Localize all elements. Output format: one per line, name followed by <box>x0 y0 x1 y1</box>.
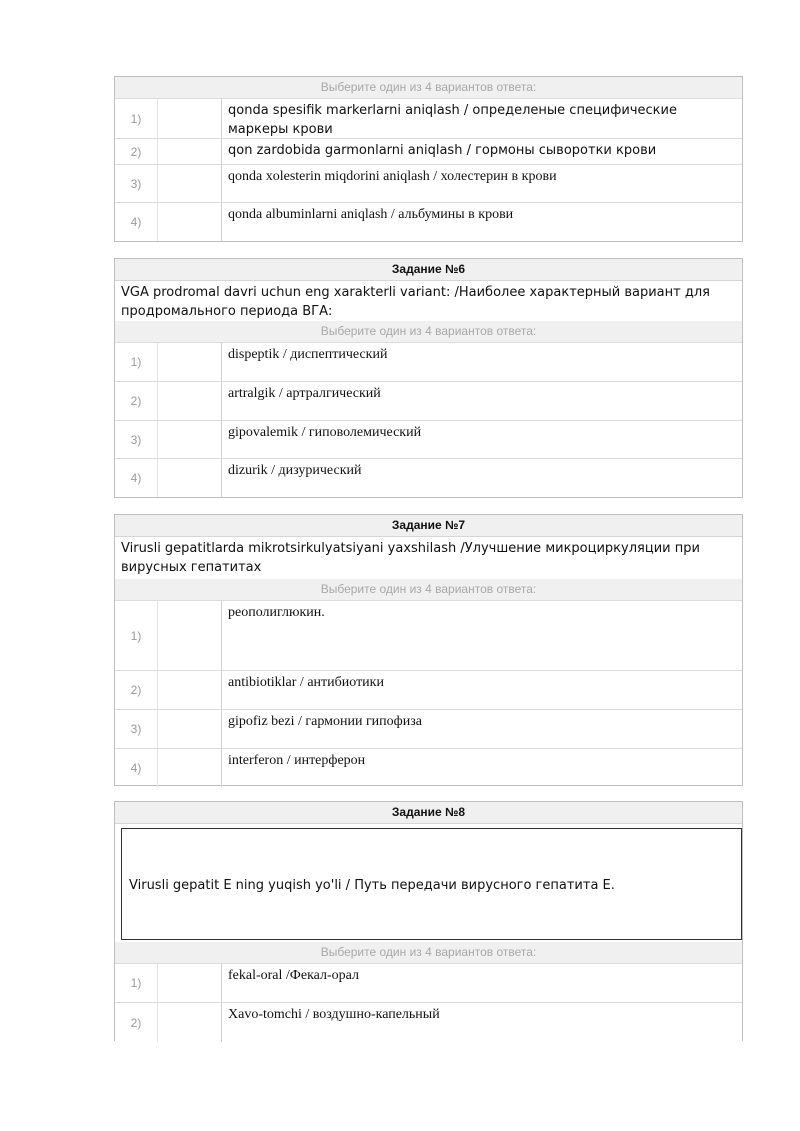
option-selector[interactable] <box>158 601 222 670</box>
answer-option-3[interactable] <box>115 709 742 748</box>
answer-option-2[interactable] <box>115 1002 742 1042</box>
option-selector[interactable] <box>158 671 222 709</box>
answer-option-4[interactable] <box>115 748 742 787</box>
option-selector[interactable] <box>158 459 222 497</box>
option-selector[interactable] <box>158 99 222 138</box>
option-selector[interactable] <box>158 165 222 202</box>
option-text: interferon / интерферон <box>228 753 366 768</box>
task-6-block <box>114 258 743 498</box>
task-7-block <box>114 514 743 786</box>
option-selector[interactable] <box>158 139 222 164</box>
option-selector[interactable] <box>158 964 222 1002</box>
option-number: 3) <box>115 710 158 748</box>
option-number: 3) <box>115 421 158 458</box>
answer-option-3[interactable] <box>115 420 742 458</box>
option-selector[interactable] <box>158 382 222 420</box>
option-number: 4) <box>115 203 158 241</box>
option-selector[interactable] <box>158 1003 222 1042</box>
answer-option-1[interactable] <box>115 342 742 381</box>
answer-option-2[interactable] <box>115 381 742 420</box>
option-text: gipofiz bezi / гармонии гипофиза <box>228 714 422 729</box>
task-title: Задание №6 <box>115 259 742 281</box>
answer-hint: Выберите один из 4 вариантов ответа: <box>115 579 742 600</box>
option-text: artralgik / артралгический <box>228 386 381 401</box>
option-number: 2) <box>115 1003 158 1042</box>
option-selector[interactable] <box>158 421 222 458</box>
answer-hint: Выберите один из 4 вариантов ответа: <box>115 942 742 963</box>
option-text: fekal-oral /Фекал-орал <box>228 968 359 983</box>
option-text: qonda spesifik markerlarni aniqlash / определеные специфические маркеры крови <box>228 103 677 137</box>
answer-hint: Выберите один из 4 вариантов ответа: <box>115 77 742 98</box>
task-8-block <box>114 801 743 1041</box>
option-number: 3) <box>115 165 158 202</box>
option-number: 1) <box>115 343 158 381</box>
option-text: реополиглюкин. <box>228 605 325 620</box>
task-title: Задание №8 <box>115 802 742 824</box>
answer-option-1[interactable] <box>115 98 742 138</box>
option-text: Xavo-tomchi / воздушно-капельный <box>228 1007 440 1022</box>
option-number: 4) <box>115 749 158 787</box>
answer-hint: Выберите один из 4 вариантов ответа: <box>115 321 742 342</box>
answer-option-1[interactable] <box>115 600 742 670</box>
answer-option-4[interactable] <box>115 202 742 241</box>
answer-option-2[interactable] <box>115 670 742 709</box>
question-text: Virusli gepatitlarda mikrotsirkulyatsiyani yaxshilash /Улучшение микроциркуляции при вирусных гепатитах <box>121 541 700 575</box>
option-number: 2) <box>115 139 158 164</box>
option-number: 1) <box>115 964 158 1002</box>
task-title: Задание №7 <box>115 515 742 537</box>
option-text: antibiotiklar / антибиотики <box>228 675 384 690</box>
option-selector[interactable] <box>158 343 222 381</box>
option-number: 2) <box>115 382 158 420</box>
question-box <box>121 828 742 940</box>
option-selector[interactable] <box>158 710 222 748</box>
question-text: VGA prodromal davri uchun eng xarakterli variant: /Наиболее характерный вариант для продромального периода ВГА: <box>121 285 710 319</box>
option-text: dizurik / дизурический <box>228 463 362 478</box>
answer-option-2[interactable] <box>115 138 742 164</box>
option-text: qon zardobida garmonlarni aniqlash / гормоны сыворотки крови <box>228 143 657 158</box>
option-selector[interactable] <box>158 203 222 241</box>
option-text: qonda xolesterin miqdorini aniqlash / холестерин в крови <box>228 169 557 184</box>
option-selector[interactable] <box>158 749 222 787</box>
option-number: 2) <box>115 671 158 709</box>
answer-option-3[interactable] <box>115 164 742 202</box>
option-number: 4) <box>115 459 158 497</box>
option-text: gipovalemik / гиповолемический <box>228 425 422 440</box>
option-number: 1) <box>115 99 158 138</box>
answer-option-1[interactable] <box>115 963 742 1002</box>
option-text: qonda albuminlarni aniqlash / альбумины в крови <box>228 207 514 222</box>
answer-option-4[interactable] <box>115 458 742 497</box>
question-text: Virusli gepatit E ning yuqish yo'li / Путь передачи вирусного гепатита E. <box>129 878 615 893</box>
task-5-block <box>114 76 743 242</box>
option-text: dispeptik / диспептический <box>228 347 388 362</box>
option-number: 1) <box>115 601 158 670</box>
